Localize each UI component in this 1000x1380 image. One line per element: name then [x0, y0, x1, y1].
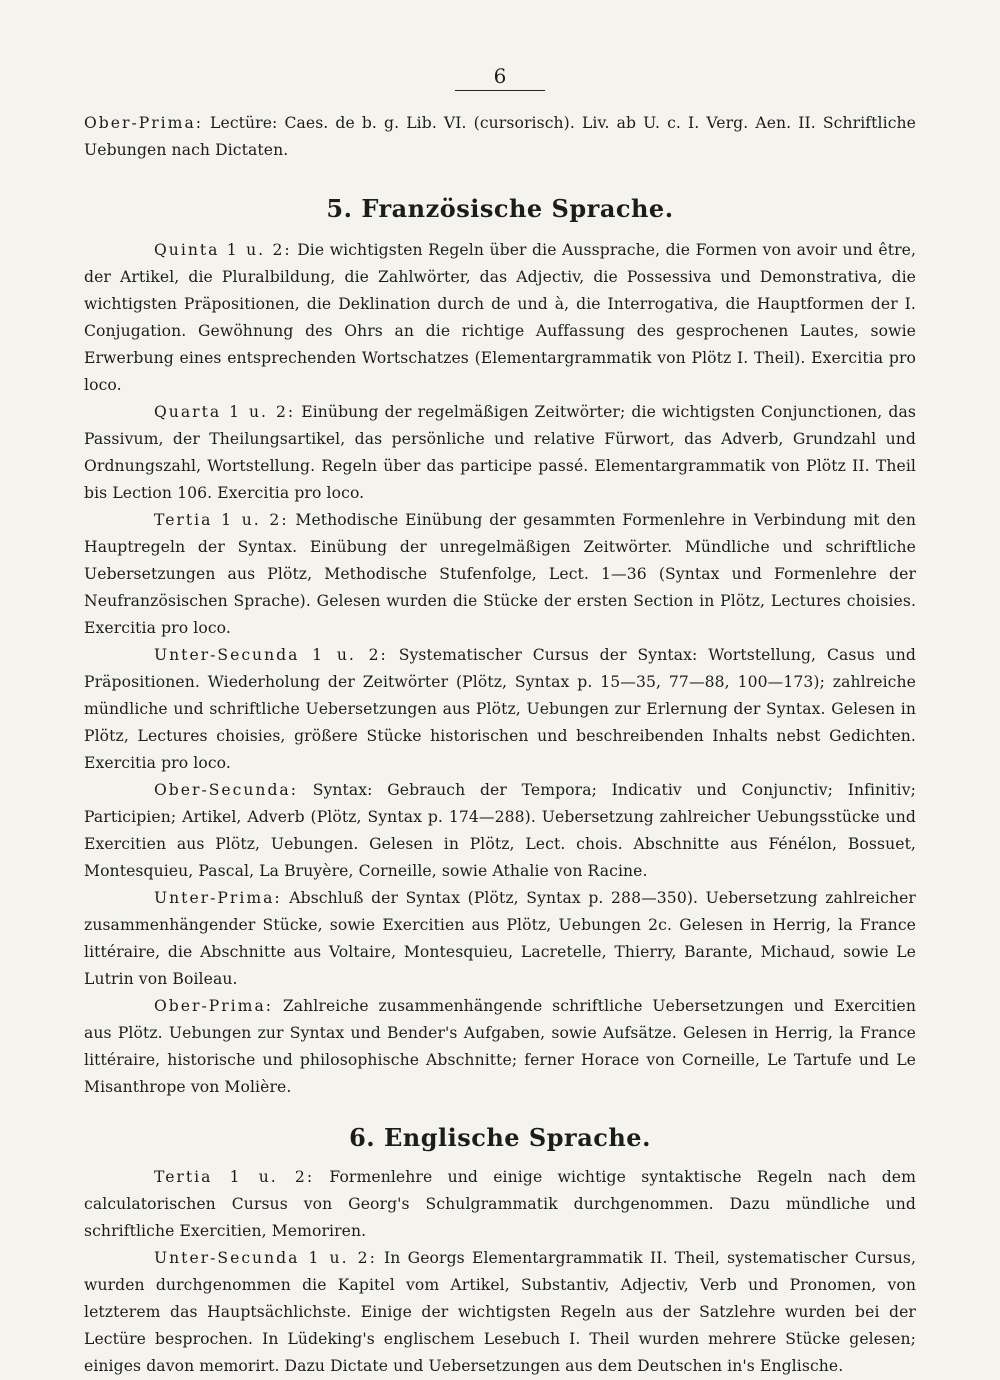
paragraph-text: Lectüre: Caes. de b. g. Lib. VI. (cursorisch). Liv. ab U. c. I. Verg. Aen. II. Schriftliche Uebungen nach Dictaten. [84, 114, 916, 159]
paragraph-quarta [84, 399, 916, 507]
paragraph-lead: Quinta 1 u. 2: [154, 241, 292, 259]
paragraph-tertia [84, 507, 916, 642]
paragraph-text: Abschluß der Syntax (Plötz, Syntax p. 288—350). Uebersetzung zahlreicher zusammenhängender Stücke, sowie Exercitien aus Plötz, Uebungen 2c. Gelesen in Herrig, la France littéraire, die Abschnitte aus Voltaire, Montesquieu, Lacretelle, Thierry, Barante, Michaud, sowie Le Lutrin von Boileau. [84, 889, 916, 988]
paragraph-lead: Ober-Prima: [154, 997, 273, 1015]
page-content [84, 110, 916, 1380]
paragraph-lead: Tertia 1 u. 2: [154, 511, 289, 529]
paragraph-text: Die wichtigsten Regeln über die Aussprache, die Formen von avoir und être, der Artikel, die Pluralbildung, die Zahlwörter, das Adjectiv, die Possessiva und Demonstrativa, die wichtigsten Präpositionen, die Deklination durch de und à, die Interrogativa, die Hauptformen der I. Conjugation. Gewöhnung des Ohrs an die richtige Auffassung des gesprochenen Lautes, sowie Erwerbung eines entsprechenden Wortschatzes (Elementargrammatik von Plötz I. Theil). Exercitia pro loco. [84, 241, 917, 394]
paragraph-text: Methodische Einübung der gesammten Formenlehre in Verbindung mit den Hauptregeln der Syntax. Einübung der unregelmäßigen Zeitwörter. Mündliche und schriftliche Uebersetzungen aus Plötz, Methodische Stufenfolge, Lect. 1—36 (Syntax und Formenlehre der Neufranzösischen Sprache). Gelesen wurden die Stücke der ersten Section in Plötz, Lectures choisies. Exercitia pro loco. [84, 511, 917, 637]
paragraph-tertia-english [84, 1164, 916, 1245]
paragraph-unter-secunda [84, 642, 916, 777]
paragraph-quinta [84, 237, 916, 399]
paragraph-text: Systematischer Cursus der Syntax: Wortstellung, Casus und Präpositionen. Wiederholung der Zeitwörter (Plötz, Syntax p. 15—35, 77—88, 100—173); zahlreiche mündliche und schriftliche Uebersetzungen aus Plötz, Uebungen zur Erlernung der Syntax. Gelesen in Plötz, Lectures choisies, größere Stücke historischen und beschreibenden Inhalts nebst Gedichten. Exercitia pro loco. [84, 646, 916, 772]
paragraph-text: Formenlehre und einige wichtige syntaktische Regeln nach dem calculatorischen Cursus von Georg's Schulgrammatik durchgenommen. Dazu mündliche und schriftliche Exercitien, Memoriren. [84, 1168, 917, 1240]
paragraph-ober-prima [84, 993, 916, 1101]
paragraph-ober-secunda [84, 777, 916, 885]
section-heading-french: 5. Französische Sprache. [326, 194, 674, 223]
paragraph-text: Einübung der regelmäßigen Zeitwörter; die wichtigsten Conjunctionen, das Passivum, der Theilungsartikel, das persönliche und relative Fürwort, das Adverb, Grundzahl und Ordnungszahl, Wortstellung. Regeln über das participe passé. Elementargrammatik von Plötz II. Theil bis Lection 106. Exercitia pro loco. [84, 403, 917, 502]
paragraph-lead: Ober-Prima: [84, 114, 203, 132]
paragraph-text: In Georgs Elementargrammatik II. Theil, systematischer Cursus, wurden durchgenommen die Kapitel vom Artikel, Substantiv, Adjectiv, Verb und Pronomen, von letzterem das Hauptsächlichste. Einige der wichtigsten Regeln aus der Satzlehre wurden bei der Lectüre besprochen. In Lüdeking's englischem Lesebuch I. Theil wurden mehrere Stücke gelesen; einiges davon memorirt. Dazu Dictate und Uebersetzungen aus dem Deutschen in's Englische. [84, 1249, 916, 1375]
paragraph-unter-prima [84, 885, 916, 993]
section-heading-english: 6. Englische Sprache. [349, 1123, 651, 1152]
paragraph-unter-secunda-english [84, 1245, 916, 1380]
paragraph-lead: Ober-Secunda: [154, 781, 298, 799]
page-number: 6 [455, 64, 545, 91]
paragraph-lead: Unter-Secunda 1 u. 2: [154, 1249, 377, 1267]
paragraph-text: Syntax: Gebrauch der Tempora; Indicativ und Conjunctiv; Infinitiv; Participien; Artikel, Adverb (Plötz, Syntax p. 174—288). Uebersetzung zahlreicher Uebungsstücke und Exercitien aus Plötz, Uebungen. Gelesen in Plötz, Lect. chois. Abschnitte aus Fénélon, Bossuet, Montesquieu, Pascal, La Bruyère, Corneille, sowie Athalie von Racine. [84, 781, 917, 880]
paragraph-text: Zahlreiche zusammenhängende schriftliche Uebersetzungen und Exercitien aus Plötz. Uebungen zur Syntax und Bender's Aufgaben, sowie Aufsätze. Gelesen in Herrig, la France littéraire, historische und philosophische Abschnitte; ferner Horace von Corneille, Le Tartufe und Le Misanthrope von Molière. [84, 997, 916, 1096]
paragraph-lead: Unter-Prima: [154, 889, 282, 907]
intro-paragraph [84, 110, 916, 164]
paragraph-lead: Unter-Secunda 1 u. 2: [154, 646, 388, 664]
paragraph-lead: Tertia 1 u. 2: [154, 1168, 315, 1186]
paragraph-lead: Quarta 1 u. 2: [154, 403, 296, 421]
